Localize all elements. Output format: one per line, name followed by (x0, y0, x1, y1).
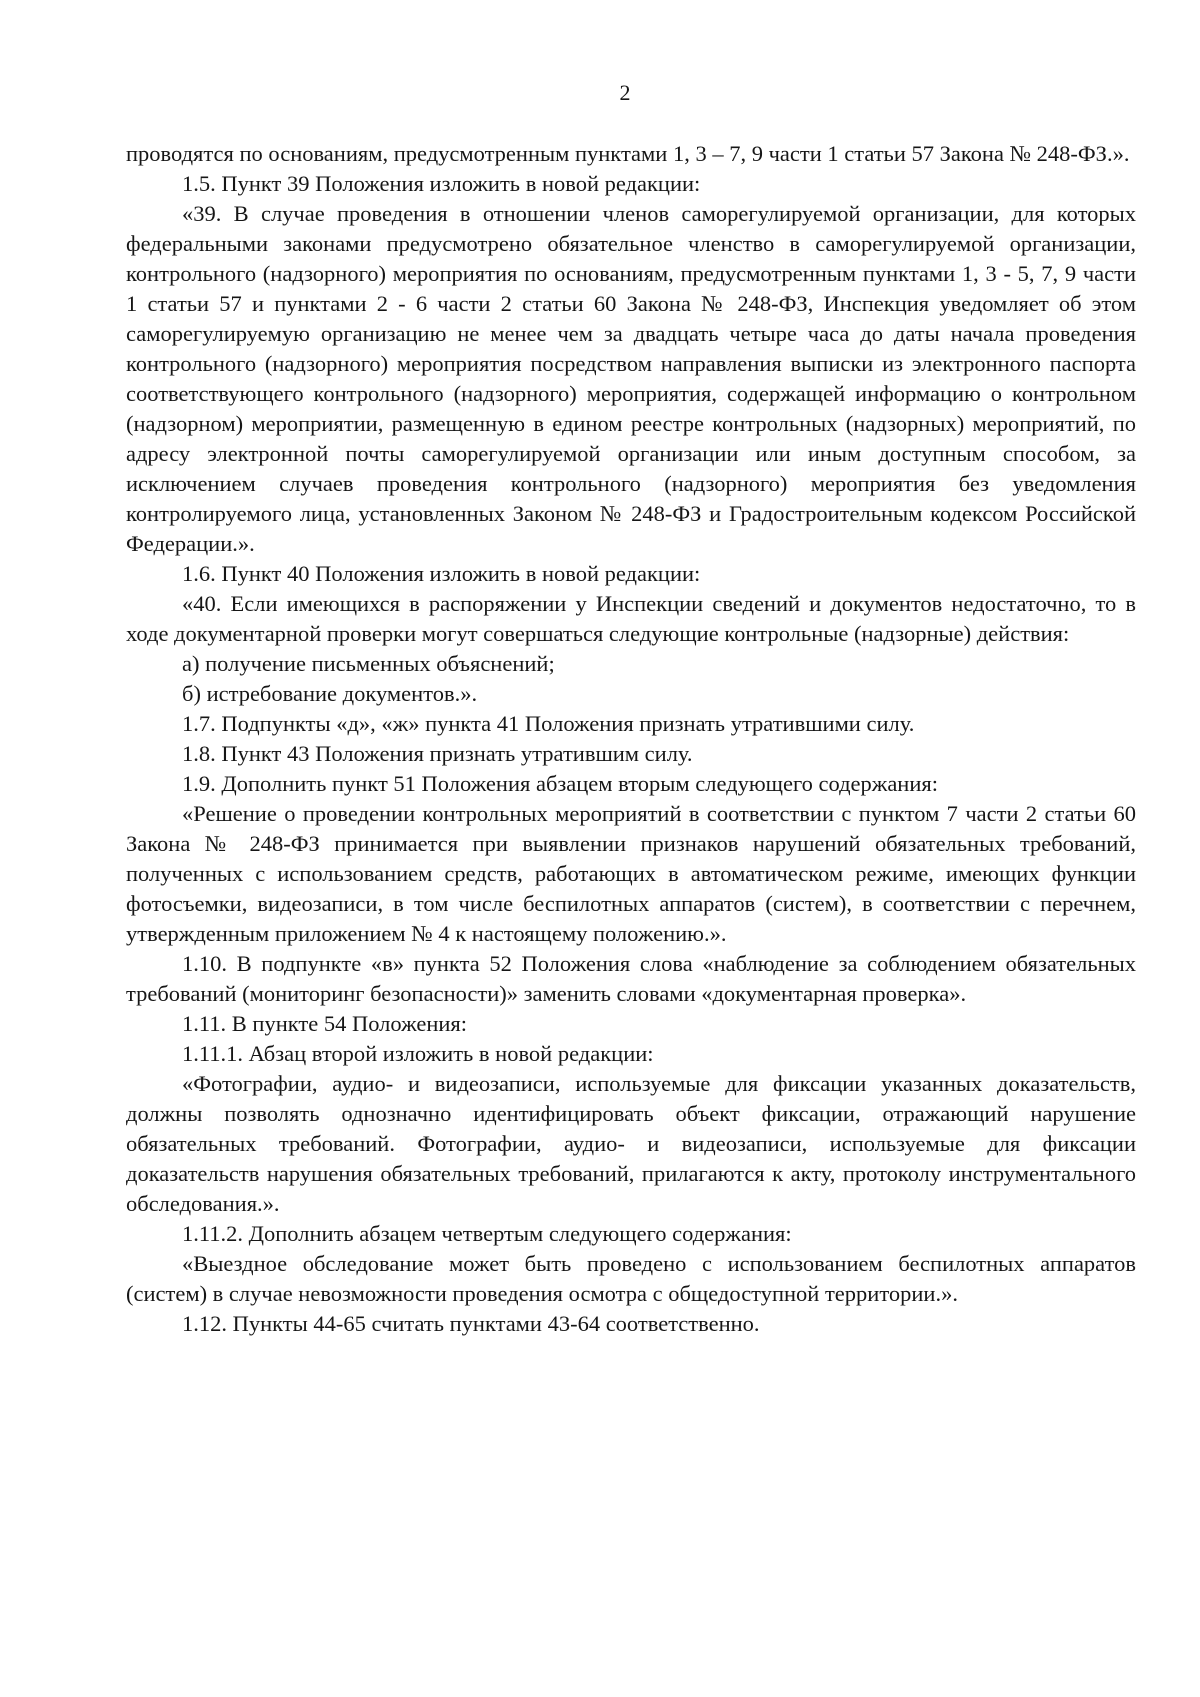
paragraph-1-11-2-heading: 1.11.2. Дополнить абзацем четвертым следующего содержания: (182, 1221, 792, 1246)
paragraph-51-text: «Решение о проведении контрольных мероприятий в соответствии с пунктом 7 части 2 статьи 60 Закона № 248-ФЗ принимается при выявлении признаков нарушений обязательных требований, полученных с использованием средств, работающих в автоматическом режиме, имеющих функции фотосъемки, видеозаписи, в том числе беспилотных аппаратов (систем), в соответствии с перечнем, утвержденным приложением № 4 к настоящему положению.». (126, 801, 1136, 946)
page-number: 2 (619, 80, 631, 105)
paragraph-1-11-heading: 1.11. В пункте 54 Положения: (182, 1011, 467, 1036)
list-item-a: а) получение письменных объяснений; (182, 651, 555, 676)
paragraph-1-5-heading: 1.5. Пункт 39 Положения изложить в новой редакции: (182, 171, 701, 196)
paragraph-54-addition-text: «Выездное обследование может быть проведено с использованием беспилотных аппаратов (систем) в случае невозможности проведения осмотра с общедоступной территории.». (126, 1251, 1136, 1306)
paragraph-1-8: 1.8. Пункт 43 Положения признать утратившим силу. (182, 741, 693, 766)
paragraph-1-12: 1.12. Пункты 44-65 считать пунктами 43-64 соответственно. (182, 1311, 760, 1336)
list-item-b: б) истребование документов.». (182, 681, 478, 706)
paragraph-1-7: 1.7. Подпункты «д», «ж» пункта 41 Положения признать утратившими силу. (182, 711, 915, 736)
paragraph-1-10: 1.10. В подпункте «в» пункта 52 Положения слова «наблюдение за соблюдением обязательных требований (мониторинг безопасности)» заменить словами «документарная проверка». (126, 951, 1136, 1006)
paragraph-39-text: «39. В случае проведения в отношении членов саморегулируемой организации, для которых федеральными законами предусмотрено обязательное членство в саморегулируемой организации, контрольного (надзорного) мероприятия по основаниям, предусмотренным пунктами 1, 3 - 5, 7, 9 части 1 статьи 57 и пунктами 2 - 6 части 2 статьи 60 Закона № 248-ФЗ, Инспекция уведомляет об этом саморегулируемую организацию не менее чем за двадцать четыре часа до даты начала проведения контрольного (надзорного) мероприятия посредством направления выписки из электронного паспорта соответствующего контрольного (надзорного) мероприятия, содержащей информацию о контрольном (надзорном) мероприятии, размещенную в едином реестре контрольных (надзорных) мероприятий, по адресу электронной почты саморегулируемой организации или иным доступным способом, за исключением случаев проведения контрольного (надзорного) мероприятия без уведомления контролируемого лица, установленных Законом № 248-ФЗ и Градостроительным кодексом Российской Федерации.». (126, 201, 1136, 556)
paragraph-40-text: «40. Если имеющихся в распоряжении у Инспекции сведений и документов недостаточно, то в ходе документарной проверки могут совершаться следующие контрольные (надзорные) действия: (126, 591, 1136, 646)
paragraph-continuation: проводятся по основаниям, предусмотренным пунктами 1, 3 – 7, 9 части 1 статьи 57 Закона № 248-ФЗ.». (126, 141, 1130, 166)
paragraph-1-11-1-heading: 1.11.1. Абзац второй изложить в новой редакции: (182, 1041, 654, 1066)
document-body (126, 139, 1136, 1339)
paragraph-1-6-heading: 1.6. Пункт 40 Положения изложить в новой редакции: (182, 561, 701, 586)
paragraph-1-9-heading: 1.9. Дополнить пункт 51 Положения абзацем вторым следующего содержания: (182, 771, 938, 796)
paragraph-54-text: «Фотографии, аудио- и видеозаписи, используемые для фиксации указанных доказательств, должны позволять однозначно идентифицировать объект фиксации, отражающий нарушение обязательных требований. Фотографии, аудио- и видеозаписи, используемые для фиксации доказательств нарушения обязательных требований, прилагаются к акту, протоколу инструментального обследования.». (126, 1071, 1136, 1216)
